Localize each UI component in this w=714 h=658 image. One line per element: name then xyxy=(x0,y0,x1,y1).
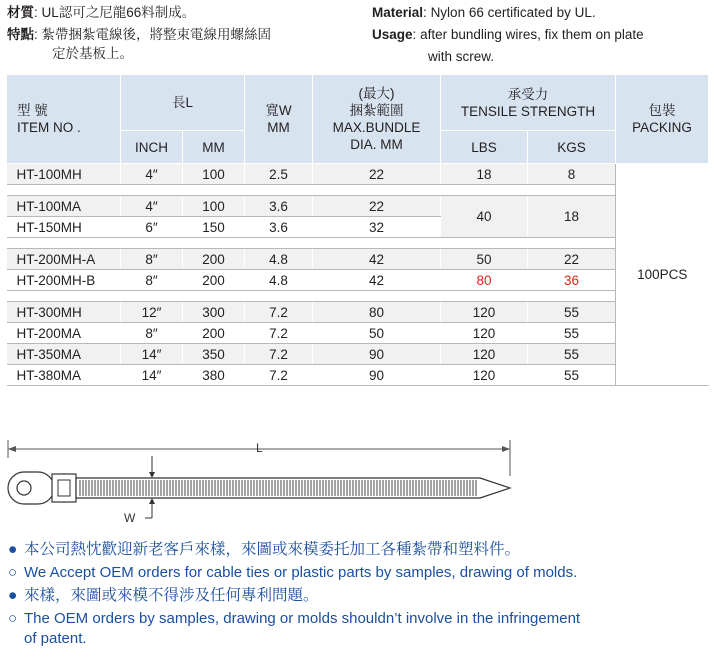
spec-table xyxy=(6,74,709,386)
mm-cell: 100 xyxy=(183,196,245,217)
material-label-en: Material xyxy=(372,5,424,20)
feature-value-cn-line1: 紮帶捆紮電線後，將整束電線用螺絲固 xyxy=(41,27,272,42)
dia-cell: 50 xyxy=(313,323,441,344)
table-row xyxy=(7,365,709,386)
width-header-cn: 寬W xyxy=(265,103,292,118)
item-cell: HT-350MA xyxy=(7,344,121,365)
mount-head xyxy=(8,472,76,504)
item-cell: HT-200MH-A xyxy=(7,249,121,270)
item-cell: HT-300MH xyxy=(7,302,121,323)
bundle-header-l3: MAX.BUNDLE xyxy=(332,120,421,135)
dia-cell: 42 xyxy=(313,270,441,291)
item-cell: HT-200MH-B xyxy=(7,270,121,291)
inch-cell: 8″ xyxy=(121,323,183,344)
kgs-cell: 22 xyxy=(528,249,616,270)
item-cell: HT-150MH xyxy=(7,217,121,238)
colon: : xyxy=(412,27,417,42)
lbs-cell: 120 xyxy=(441,323,528,344)
bundle-header-l2: 捆紮範圍 xyxy=(349,103,404,118)
dia-cell: 90 xyxy=(313,344,441,365)
dia-cell: 22 xyxy=(313,196,441,217)
usage-label-en: Usage xyxy=(372,27,413,42)
item-cell: HT-200MA xyxy=(7,323,121,344)
lbs-cell: 120 xyxy=(441,365,528,386)
width-cell: 3.6 xyxy=(245,196,313,217)
strap xyxy=(76,478,510,498)
dia-cell: 32 xyxy=(313,217,441,238)
width-cell: 4.8 xyxy=(245,270,313,291)
lbs-cell: 50 xyxy=(441,249,528,270)
width-cell: 3.6 xyxy=(245,217,313,238)
mm-cell: 200 xyxy=(183,270,245,291)
lbs-cell: 120 xyxy=(441,344,528,365)
packing-cell: 100PCS xyxy=(616,164,709,386)
mm-cell: 200 xyxy=(183,323,245,344)
mm-cell: 350 xyxy=(183,344,245,365)
kgs-cell: 55 xyxy=(528,302,616,323)
width-label: W xyxy=(124,511,136,525)
feature-cn xyxy=(7,25,271,45)
packing-header xyxy=(616,75,709,164)
inch-cell: 12″ xyxy=(121,302,183,323)
kgs-cell-highlight: 36 xyxy=(528,270,616,291)
mm-cell: 200 xyxy=(183,249,245,270)
notes-section xyxy=(8,540,708,652)
item-header xyxy=(7,75,121,164)
kgs-header: KGS xyxy=(528,131,616,164)
colon: : xyxy=(423,5,427,20)
width-header-en: MM xyxy=(267,120,290,135)
packing-header-en: PACKING xyxy=(632,120,692,135)
width-cell: 7.2 xyxy=(245,323,313,344)
width-header xyxy=(245,75,313,164)
table-row xyxy=(7,164,709,185)
feature-value-cn-line2: 定於基板上。 xyxy=(52,46,133,61)
table-row xyxy=(7,323,709,344)
inch-cell: 8″ xyxy=(121,270,183,291)
mm-cell: 150 xyxy=(183,217,245,238)
dia-cell: 42 xyxy=(313,249,441,270)
tensile-header xyxy=(441,75,616,131)
mm-header: MM xyxy=(183,131,245,164)
colon: : xyxy=(34,5,38,20)
width-cell: 7.2 xyxy=(245,302,313,323)
width-cell: 7.2 xyxy=(245,344,313,365)
table-row xyxy=(7,344,709,365)
lbs-cell: 40 xyxy=(441,196,528,238)
inch-cell: 8″ xyxy=(121,249,183,270)
note-item xyxy=(8,586,708,606)
bullet-hollow-icon: ○ xyxy=(8,564,18,581)
table-row xyxy=(7,270,709,291)
kgs-cell: 55 xyxy=(528,323,616,344)
table-header xyxy=(7,75,709,164)
group-separator xyxy=(7,291,709,302)
mm-cell: 300 xyxy=(183,302,245,323)
material-value-en: Nylon 66 certificated by UL. xyxy=(430,5,596,20)
note-item xyxy=(8,540,708,560)
group-separator xyxy=(7,185,709,196)
note-text: of patent. xyxy=(24,630,87,647)
inch-cell: 4″ xyxy=(121,196,183,217)
note-text: The OEM orders by samples, drawing or molds shouldn’t involve in the infringement xyxy=(24,610,581,627)
note-item-continuation xyxy=(8,629,708,649)
bullet-hollow-icon: ○ xyxy=(8,610,18,627)
table-row xyxy=(7,249,709,270)
kgs-cell: 55 xyxy=(528,365,616,386)
usage-en xyxy=(372,25,644,45)
length-label: L xyxy=(256,441,263,455)
table-row xyxy=(7,196,709,217)
kgs-cell: 55 xyxy=(528,344,616,365)
table-body xyxy=(7,164,709,386)
material-cn xyxy=(7,3,195,23)
dia-cell: 90 xyxy=(313,365,441,386)
note-text: We Accept OEM orders for cable ties or plastic parts by samples, drawing of molds. xyxy=(24,564,578,581)
note-item xyxy=(8,563,708,583)
item-header-en: ITEM NO . xyxy=(17,120,81,135)
width-cell: 2.5 xyxy=(245,164,313,185)
usage-value-en-line2: with screw. xyxy=(428,49,495,64)
colon: : xyxy=(34,27,38,42)
tensile-header-en: TENSILE STRENGTH xyxy=(460,103,596,119)
cable-tie-diagram xyxy=(0,436,714,526)
width-cell: 7.2 xyxy=(245,365,313,386)
item-cell: HT-100MA xyxy=(7,196,121,217)
tensile-header-cn: 承受力 xyxy=(507,86,549,102)
lbs-cell-highlight: 80 xyxy=(441,270,528,291)
note-text: 本公司熱忱歡迎新老客戶來樣，來圖或來模委托加工各種紮帶和塑料件。 xyxy=(24,541,521,558)
bundle-header xyxy=(313,75,441,164)
item-header-cn: 型 號 xyxy=(17,103,48,118)
bundle-header-l1: (最大) xyxy=(358,86,395,101)
lbs-cell: 120 xyxy=(441,302,528,323)
inch-cell: 14″ xyxy=(121,365,183,386)
inch-header: INCH xyxy=(121,131,183,164)
mm-cell: 380 xyxy=(183,365,245,386)
inch-cell: 4″ xyxy=(121,164,183,185)
bundle-header-l4: DIA. MM xyxy=(350,137,403,152)
bullet-filled-icon: ● xyxy=(8,587,18,604)
width-cell: 4.8 xyxy=(245,249,313,270)
inch-cell: 14″ xyxy=(121,344,183,365)
item-cell: HT-380MA xyxy=(7,365,121,386)
mm-cell: 100 xyxy=(183,164,245,185)
usage-value-en-line1: after bundling wires, fix them on plate xyxy=(420,27,644,42)
item-cell: HT-100MH xyxy=(7,164,121,185)
group-separator xyxy=(7,238,709,249)
table-row xyxy=(7,302,709,323)
material-label-cn: 材質 xyxy=(7,5,34,20)
note-item xyxy=(8,609,708,629)
dia-cell: 80 xyxy=(313,302,441,323)
bullet-filled-icon: ● xyxy=(8,541,18,558)
lbs-cell: 18 xyxy=(441,164,528,185)
length-header: 長L xyxy=(121,75,245,131)
note-text: 來樣，來圖或來模不得涉及任何專利問題。 xyxy=(24,587,319,604)
material-en xyxy=(372,3,596,23)
packing-header-cn: 包裝 xyxy=(648,103,676,118)
kgs-cell: 18 xyxy=(528,196,616,238)
dia-cell: 22 xyxy=(313,164,441,185)
inch-cell: 6″ xyxy=(121,217,183,238)
lbs-header: LBS xyxy=(441,131,528,164)
material-value-cn: UL認可之尼龍66料制成。 xyxy=(41,5,196,20)
feature-label-cn: 特點 xyxy=(7,27,34,42)
kgs-cell: 8 xyxy=(528,164,616,185)
